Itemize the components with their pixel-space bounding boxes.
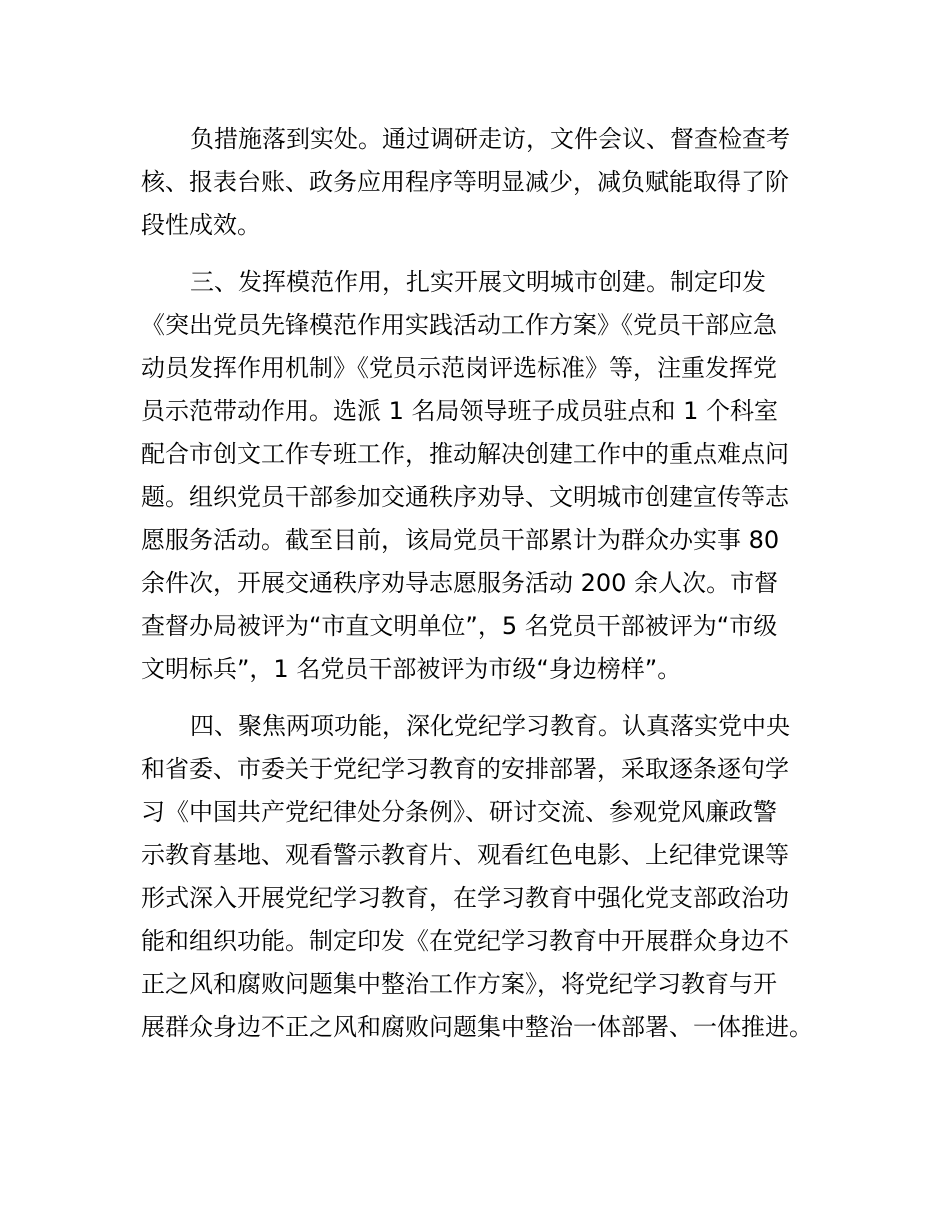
paragraph-line: 核、报表台账、政务应用程序等明显减少，减负赋能取得了阶 bbox=[141, 168, 789, 196]
paragraph-line: 展群众身边不正之风和腐败问题集中整治一体部署、一体推进。 bbox=[141, 1013, 813, 1041]
paragraph-line: 查督办局被评为“市直文明单位”，5 名党员干部被评为“市级 bbox=[141, 612, 778, 640]
paragraph-line: 习《中国共产党纪律处分条例》、研讨交流、参观党风廉政警 bbox=[141, 798, 777, 826]
paragraph-party-discipline bbox=[141, 705, 831, 1049]
paragraph-line: 配合市创文工作专班工作，推动解决创建工作中的重点难点问 bbox=[141, 440, 789, 468]
paragraph-line: 题。组织党员干部参加交通秩序劝导、文明城市创建宣传等志 bbox=[141, 483, 789, 511]
paragraph-line: 负措施落到实处。通过调研走访，文件会议、督查检查考 bbox=[190, 125, 790, 153]
paragraph-line: 动员发挥作用机制》《党员示范岗评选标准》等，注重发挥党 bbox=[141, 354, 777, 382]
paragraph-reduce-burden bbox=[141, 118, 831, 247]
paragraph-line: 段性成效。 bbox=[141, 211, 261, 239]
paragraph-line: 和省委、市委关于党纪学习教育的安排部署，采取逐条逐句学 bbox=[141, 755, 789, 783]
paragraph-line: 形式深入开展党纪学习教育，在学习教育中强化党支部政治功 bbox=[141, 884, 789, 912]
paragraph-line: 能和组织功能。制定印发《在党纪学习教育中开展群众身边不 bbox=[141, 927, 789, 955]
paragraph-line: 余件次，开展交通秩序劝导志愿服务活动 200 余人次。市督 bbox=[141, 569, 779, 597]
paragraph-line: 愿服务活动。截至目前，该局党员干部累计为群众办实事 80 bbox=[141, 526, 780, 554]
paragraph-line: 文明标兵”，1 名党员干部被评为市级“身边榜样”。 bbox=[141, 655, 682, 683]
paragraph-civilized-city bbox=[141, 261, 831, 691]
paragraph-line: 示教育基地、观看警示教育片、观看红色电影、上纪律党课等 bbox=[141, 841, 789, 869]
paragraph-line: 《突出党员先锋模范作用实践活动工作方案》《党员干部应急 bbox=[141, 311, 777, 339]
document-body bbox=[141, 118, 831, 1049]
paragraph-line: 三、发挥模范作用，扎实开展文明城市创建。制定印发 bbox=[190, 268, 766, 296]
paragraph-line: 员示范带动作用。选派 1 名局领导班子成员驻点和 1 个科室 bbox=[141, 397, 779, 425]
paragraph-line: 四、聚焦两项功能，深化党纪学习教育。认真落实党中央 bbox=[190, 712, 790, 740]
paragraph-line: 正之风和腐败问题集中整治工作方案》，将党纪学习教育与开 bbox=[141, 970, 777, 998]
